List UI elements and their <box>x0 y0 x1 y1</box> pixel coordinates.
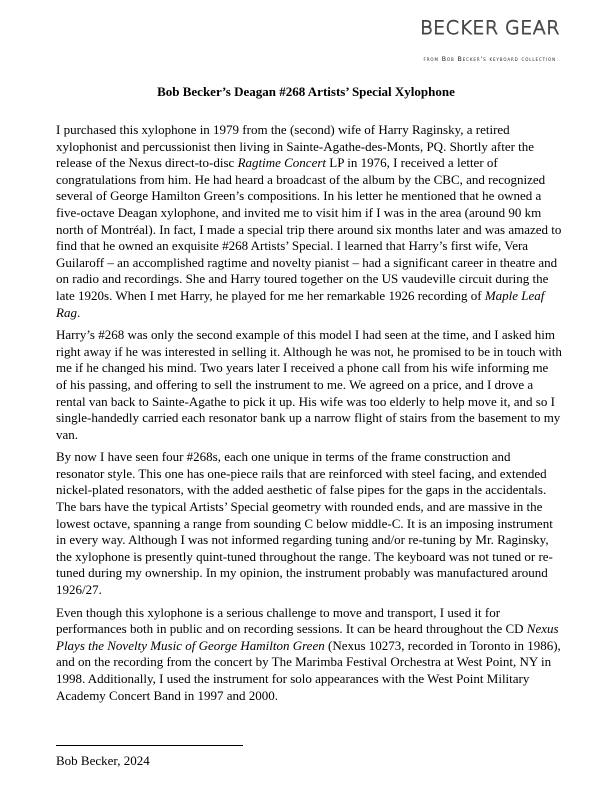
paragraph-4-text-a: Even though this xylophone is a serious challenge to move and transport, I used it for performances both in public and on recording sessions. It can be heard throughout the CD <box>56 604 527 637</box>
collection-subheader: from Bob Becker's keyboard collection <box>423 56 556 63</box>
paragraph-1-text-e: . <box>76 304 81 320</box>
paragraph-1-text-a: I purchased this xylophone in 1979 from the (second) wife of Harry Raginsky, a retired xylophonist and percussionist then living in Sainte-Agathe-des-Monts, PQ. Shortly after the release of the Nexus direct-to-disc <box>56 122 535 171</box>
signature: Bob Becker, 2024 <box>56 753 150 768</box>
cd-title-nexus-novelty-music: Nexus Plays the Novelty Music of George Hamilton Green <box>56 621 559 653</box>
paragraph-4 <box>56 605 562 705</box>
paragraph-4-text-c: (Nexus 10273, recorded in Toronto in 1986), and on the recording from the concert by The Marimba Festival Orchestra at West Point, NY in 1998. Additionally, I used the instrument for solo appearances with the West Point Military Academy Concert Band in 1997 and 2000. <box>56 637 561 703</box>
recording-title-maple-leaf-rag: Maple Leaf Rag <box>56 287 545 320</box>
signature-divider <box>56 745 243 746</box>
paragraph-1-text-c: LP in 1976, I received a letter of congratulations from him. He had heard a broadcast of the album by the CBC, and recognized several of George Hamilton Green’s compositions. In his letter he mentioned that he owned a five-octave Deagan xylophone, and invited me to visit him if I was in the area (around 90 km north of Montréal). In fact, I made a special trip there around six months later and was amazed to find that he owned an exquisite #268 Artists’ Special. I learned that Harry’s first wife, Vera Guilaroff – an accomplished ragtime and novelty pianist – had a significant career in theatre and on radio and recordings. She and Harry toured together on the US vaudeville circuit during the late 1920s. When I met Harry, he played for me her remarkable 1926 recording of <box>56 155 562 303</box>
brand-logo: BECKER GEAR <box>420 17 560 39</box>
article-body <box>56 122 562 710</box>
paragraph-2: Harry’s #268 was only the second example of this model I had seen at the time, and I asked him right away if he was interested in selling it. Although he was not, he promised to be in touch with me if he changed his mind. Two years later I received a phone call from his wife informing me of his passing, and offering to sell the instrument to me. We agreed on a price, and I drove a rental van back to Sainte-Agathe to pick it up. His wife was too elderly to help move it, and so I single-handedly carried each resonator bank up a narrow flight of stairs from the basement to my van. <box>56 327 562 442</box>
album-title-ragtime-concert: Ragtime Concert <box>237 155 327 171</box>
page-title: Bob Becker’s Deagan #268 Artists’ Special Xylophone <box>157 84 455 99</box>
paragraph-1 <box>56 122 562 321</box>
paragraph-3: By now I have seen four #268s, each one unique in terms of the frame construction and resonator style. This one has one-piece rails that are reinforced with steel facing, and extended nickel-plated resonators, with the added aesthetic of false pipes for the gaps in the accidentals. The bars have the typical Artists’ Special geometry with rounded ends, and are massive in the lowest octave, spanning a range from sounding C below middle-C. It is an imposing instrument in every way. Although I was not informed regarding tuning and/or re-tuning by Mr. Raginsky, the xylophone is presently quint-tuned throughout the range. The keyboard was not tuned or re-tuned during my ownership. In my opinion, the instrument probably was manufactured around 1926/27. <box>56 449 553 598</box>
